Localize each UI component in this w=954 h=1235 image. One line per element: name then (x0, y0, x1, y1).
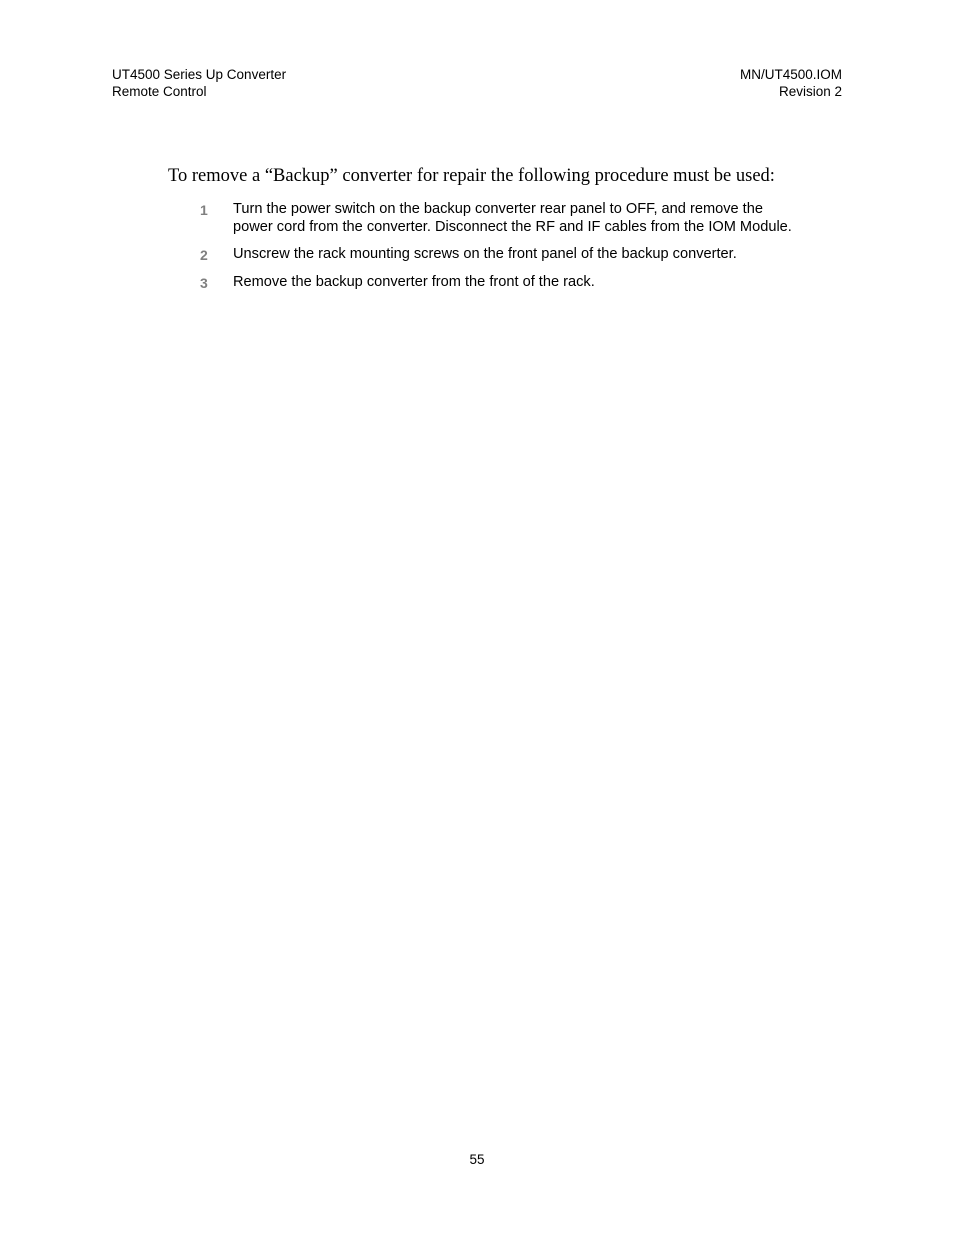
step-number: 3 (200, 275, 208, 291)
step-text-line: power cord from the converter. Disconnect the RF and IF cables from the IOM Module. (233, 219, 792, 235)
header-left (112, 66, 286, 100)
document-id: MN/UT4500.IOM (739, 67, 842, 82)
step-number: 1 (200, 202, 208, 218)
section-title: Remote Control (112, 84, 207, 99)
header-right (740, 66, 842, 100)
step-text-line: Turn the power switch on the backup converter rear panel to OFF, and remove the (233, 201, 763, 217)
page-number: 55 (469, 1152, 485, 1167)
step-item (200, 245, 850, 264)
step-item (200, 273, 850, 292)
step-item (200, 200, 850, 236)
step-text-line: Remove the backup converter from the front of the rack. (233, 274, 595, 290)
step-text (233, 245, 850, 264)
step-text (233, 273, 850, 292)
intro-paragraph: To remove a “Backup” converter for repair the following procedure must be used: (168, 166, 775, 186)
step-text (233, 200, 850, 236)
revision-label: Revision 2 (778, 84, 842, 99)
step-text-line: Unscrew the rack mounting screws on the front panel of the backup converter. (233, 246, 737, 262)
step-number: 2 (200, 247, 208, 263)
document-title: UT4500 Series Up Converter (112, 67, 287, 82)
procedure-steps (200, 200, 850, 301)
